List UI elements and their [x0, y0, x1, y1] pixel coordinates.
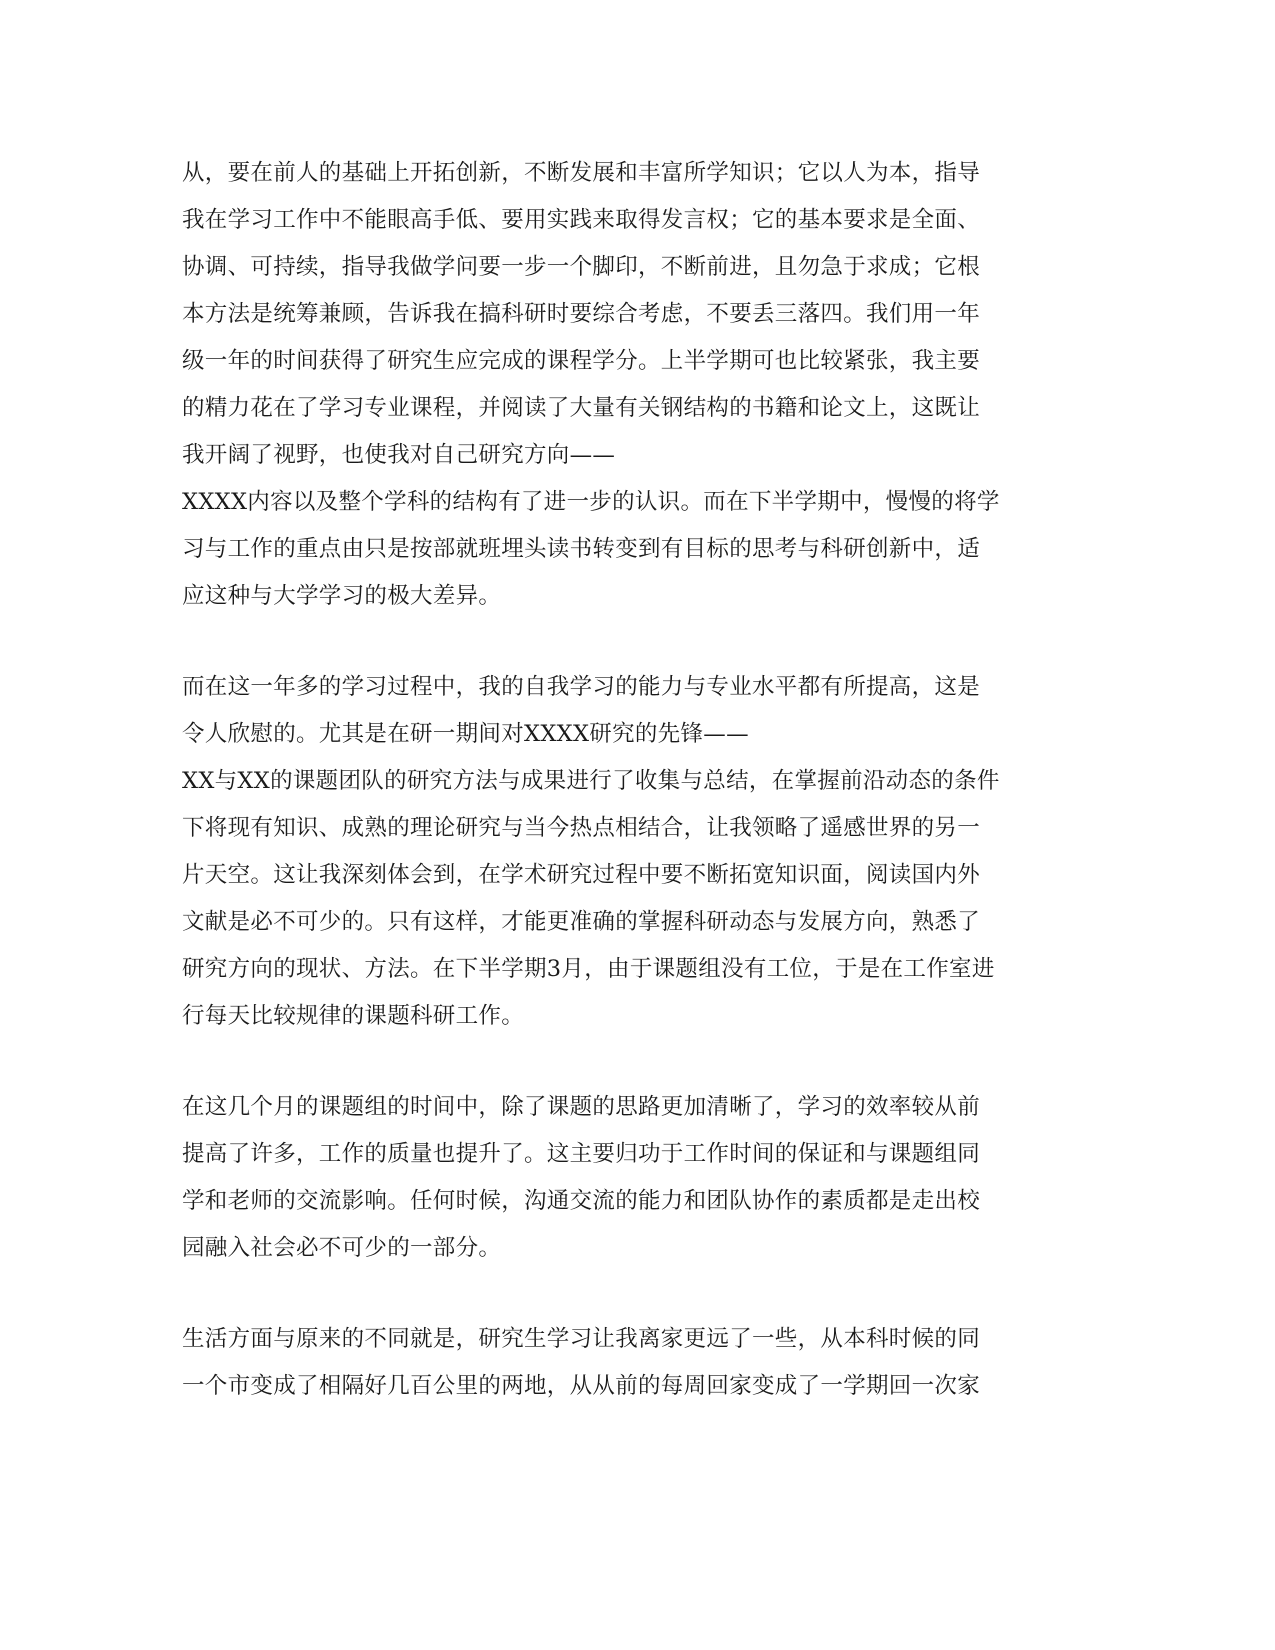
text-line: 片天空。这让我深刻体会到，在学术研究过程中要不断拓宽知识面，阅读国内外	[182, 862, 981, 888]
text-line: 习与工作的重点由只是按部就班埋头读书转变到有目标的思考与科研创新中，适	[182, 536, 981, 562]
text-line: 令人欣慰的。尤其是在研一期间对XXXX研究的先锋——	[182, 721, 749, 747]
paragraph-spacer	[182, 620, 1102, 664]
text-line: 下将现有知识、成熟的理论研究与当今热点相结合，让我领略了遥感世界的另一	[182, 815, 981, 841]
paragraph	[182, 1316, 1102, 1410]
text-line: 一个市变成了相隔好几百公里的两地，从从前的每周回家变成了一学期回一次家	[182, 1373, 981, 1399]
text-line: 从，要在前人的基础上开拓创新，不断发展和丰富所学知识；它以人为本，指导	[182, 160, 981, 186]
text-line: 提高了许多，工作的质量也提升了。这主要归功于工作时间的保证和与课题组同	[182, 1141, 981, 1167]
text-line: 级一年的时间获得了研究生应完成的课程学分。上半学期可也比较紧张，我主要	[182, 348, 981, 374]
text-line: 本方法是统筹兼顾，告诉我在搞科研时要综合考虑，不要丢三落四。我们用一年	[182, 301, 981, 327]
text-line: 学和老师的交流影响。任何时候，沟通交流的能力和团队协作的素质都是走出校	[182, 1188, 981, 1214]
text-line: 我开阔了视野，也使我对自己研究方向——	[182, 442, 616, 468]
text-line: 我在学习工作中不能眼高手低、要用实践来取得发言权；它的基本要求是全面、	[182, 207, 981, 233]
text-line: 研究方向的现状、方法。在下半学期3月，由于课题组没有工位，于是在工作室进	[182, 956, 995, 982]
text-line: 协调、可持续，指导我做学问要一步一个脚印，不断前进，且勿急于求成；它根	[182, 254, 981, 280]
text-line: 生活方面与原来的不同就是，研究生学习让我离家更远了一些，从本科时候的同	[182, 1326, 981, 1352]
text-line: 应这种与大学学习的极大差异。	[182, 583, 502, 609]
text-line: 行每天比较规律的课题科研工作。	[182, 1003, 525, 1029]
paragraph-spacer	[182, 1272, 1102, 1316]
paragraph	[182, 1084, 1102, 1272]
text-line: 而在这一年多的学习过程中，我的自我学习的能力与专业水平都有所提高，这是	[182, 674, 981, 700]
text-line: 的精力花在了学习专业课程，并阅读了大量有关钢结构的书籍和论文上，这既让	[182, 395, 981, 421]
paragraph-spacer	[182, 1040, 1102, 1084]
text-line: 园融入社会必不可少的一部分。	[182, 1235, 502, 1261]
paragraph	[182, 664, 1102, 1040]
document-body	[182, 150, 1102, 1410]
text-line: XXXX内容以及整个学科的结构有了进一步的认识。而在下半学期中，慢慢的将学	[182, 489, 1000, 515]
paragraph	[182, 150, 1102, 620]
text-line: XX与XX的课题团队的研究方法与成果进行了收集与总结，在掌握前沿动态的条件	[182, 768, 1000, 794]
text-line: 文献是必不可少的。只有这样，才能更准确的掌握科研动态与发展方向，熟悉了	[182, 909, 981, 935]
text-line: 在这几个月的课题组的时间中，除了课题的思路更加清晰了，学习的效率较从前	[182, 1094, 981, 1120]
